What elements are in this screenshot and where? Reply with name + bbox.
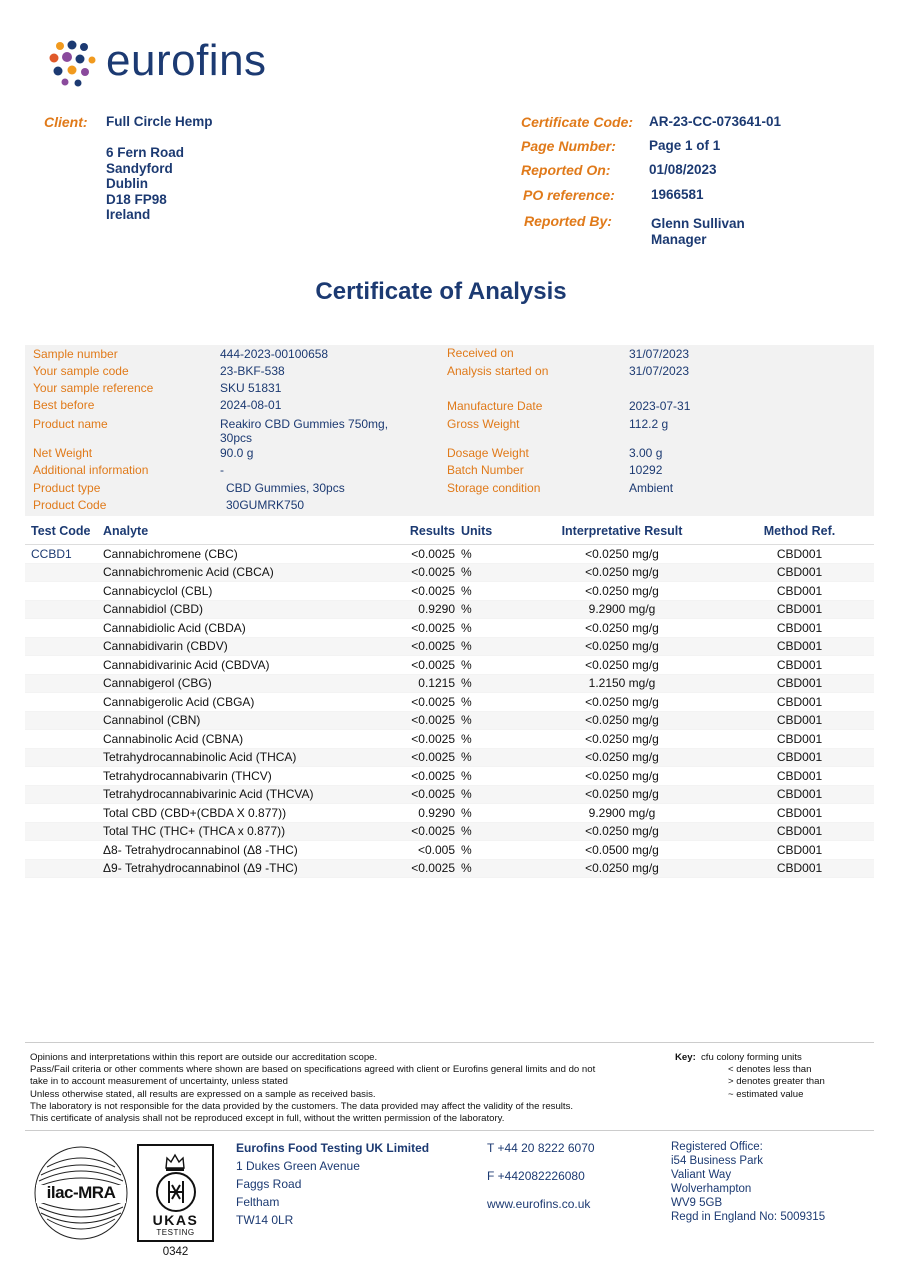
ilac-mra-logo [33,1145,129,1241]
interpretative-result-cell: <0.0250 mg/g [509,637,735,656]
sample-value: 90.0 g [220,446,254,460]
registered-line: Regd in England No: 5009315 [671,1211,826,1223]
certificate-code-value: AR-23-CC-073641-01 [649,114,782,129]
analyte-cell: Tetrahydrocannabinolic Acid (THCA) [103,748,393,767]
sample-value: 10292 [629,463,663,477]
sample-label: Dosage Weight [447,446,529,460]
sample-label: Gross Weight [447,417,520,431]
analyte-cell: Cannabichromenic Acid (CBCA) [103,563,393,582]
page-title: Certificate of Analysis [315,278,567,305]
page-number-label: Page Number: [521,138,616,154]
analyte-cell: Cannabichromene (CBC) [103,545,393,564]
sample-value-continued: 30pcs [220,431,253,445]
interpretative-result-cell: <0.0500 mg/g [509,841,735,860]
registered-line: Registered Office: [671,1141,763,1153]
client-address [106,145,184,223]
table-row [25,822,874,841]
company-block [236,1139,429,1229]
analyte-cell: Δ9- Tetrahydrocannabinol (Δ9 -THC) [103,859,393,878]
header-results: Results [393,518,455,545]
method-ref-cell: CBD001 [735,600,874,619]
test-code-cell [25,730,103,749]
sample-value: Ambient [629,481,674,495]
analyte-cell: Cannabidivarinic Acid (CBDVA) [103,656,393,675]
test-code-cell [25,859,103,878]
client-label: Client: [44,114,88,130]
po-reference-label: PO reference: [523,187,615,203]
address-line: Dublin [106,176,148,191]
result-value-cell: <0.0025 [393,582,455,601]
test-code-cell [25,785,103,804]
sample-label: Received on [447,346,514,360]
sample-value: SKU 51831 [220,381,282,395]
method-ref-cell: CBD001 [735,674,874,693]
result-value-cell: 0.9290 [393,600,455,619]
sample-value: 31/07/2023 [629,364,690,378]
interpretative-result-cell: <0.0250 mg/g [509,582,735,601]
test-code-cell [25,600,103,619]
units-cell: % [455,582,509,601]
footer-note-line: This certificate of analysis shall not be reproduced except in full, without the written permission of the laboratory. [30,1113,505,1125]
sample-value: 3.00 g [629,446,663,460]
table-row [25,859,874,878]
sample-value: CBD Gummies, 30pcs [226,481,345,495]
units-cell: % [455,619,509,638]
reported-by-label: Reported By: [524,213,612,229]
interpretative-result-cell: <0.0250 mg/g [509,859,735,878]
result-value-cell: <0.0025 [393,785,455,804]
units-cell: % [455,859,509,878]
table-row [25,785,874,804]
result-value-cell: <0.0025 [393,656,455,675]
key-item: < denotes less than [728,1064,812,1075]
table-row [25,582,874,601]
sample-value: 30GUMRK750 [226,498,305,512]
sample-value: 31/07/2023 [629,347,690,361]
ukas-emblem-icon [155,1171,197,1213]
result-value-cell: <0.005 [393,841,455,860]
table-row [25,804,874,823]
ukas-testing-text: TESTING [156,1228,195,1237]
table-row [25,730,874,749]
results-table [25,518,874,878]
registered-office [671,1140,825,1224]
ukas-logo [137,1144,214,1242]
units-cell: % [455,637,509,656]
result-value-cell: <0.0025 [393,859,455,878]
units-cell: % [455,656,509,675]
key-item: ~ estimated value [728,1089,804,1100]
test-code-cell [25,804,103,823]
test-code-cell [25,563,103,582]
footer-note-line: Pass/Fail criteria or other comments where shown are based on specifications agreed with client or Eurofins general limits and do not [30,1064,596,1076]
sample-value: 444-2023-00100658 [220,347,329,361]
interpretative-result-cell: 9.2900 mg/g [509,804,735,823]
interpretative-result-cell: <0.0250 mg/g [509,711,735,730]
analyte-cell: Cannabidiol (CBD) [103,600,393,619]
analyte-cell: Tetrahydrocannabivarinic Acid (THCVA) [103,785,393,804]
result-value-cell: <0.0025 [393,637,455,656]
sample-label: Batch Number [447,463,524,477]
analyte-cell: Cannabidivarin (CBDV) [103,637,393,656]
sample-label: Sample number [33,347,118,361]
sample-value: 2024-08-01 [220,398,282,412]
analyte-cell: Δ8- Tetrahydrocannabinol (Δ8 -THC) [103,841,393,860]
units-cell: % [455,711,509,730]
interpretative-result-cell: <0.0250 mg/g [509,767,735,786]
units-cell: % [455,748,509,767]
reported-by-name: Glenn Sullivan [651,216,745,231]
table-row [25,656,874,675]
reported-on-value: 01/08/2023 [649,162,717,177]
company-website-link[interactable]: www.eurofins.co.uk [487,1197,591,1211]
footer-note-line: Opinions and interpretations within this report are outside our accreditation scope. [30,1052,378,1063]
method-ref-cell: CBD001 [735,748,874,767]
sample-label: Your sample code [33,364,129,378]
company-phone: T +44 20 8222 6070 [487,1141,595,1155]
test-code-cell: CCBD1 [25,545,103,564]
registered-line: Valiant Way [671,1169,732,1181]
table-row [25,711,874,730]
footer-note-line: take in to account measurement of uncertainty, unless stated [30,1076,288,1088]
sample-label: Net Weight [33,446,93,460]
test-code-cell [25,582,103,601]
company-fax: F +442082226080 [487,1169,585,1183]
method-ref-cell: CBD001 [735,545,874,564]
analyte-cell: Cannabigerolic Acid (CBGA) [103,693,393,712]
ilac-mra-text: ilac-MRA [46,1183,116,1202]
address-line: D18 FP98 [106,191,167,207]
analyte-cell: Cannabinol (CBN) [103,711,393,730]
method-ref-cell: CBD001 [735,619,874,638]
test-code-cell [25,767,103,786]
po-reference-value: 1966581 [651,187,704,202]
method-ref-cell: CBD001 [735,730,874,749]
units-cell: % [455,600,509,619]
test-code-cell [25,674,103,693]
interpretative-result-cell: <0.0250 mg/g [509,545,735,564]
eurofins-logo [46,38,286,90]
units-cell: % [455,785,509,804]
interpretative-result-cell: 1.2150 mg/g [509,674,735,693]
logo-wordmark: eurofins [106,36,267,85]
result-value-cell: <0.0025 [393,693,455,712]
key-label: Key: [675,1052,696,1063]
page-number-value: Page 1 of 1 [649,138,721,153]
method-ref-cell: CBD001 [735,637,874,656]
result-value-cell: <0.0025 [393,730,455,749]
table-row [25,619,874,638]
table-row [25,600,874,619]
registered-line: WV9 5GB [671,1197,723,1209]
test-code-cell [25,841,103,860]
header-interpretative-result: Interpretative Result [509,518,735,545]
results-body [25,545,874,878]
footer-note-line: The laboratory is not responsible for the data provided by the customers. The data provided may affect the validity of the results. [30,1100,574,1112]
sample-label: Storage condition [447,481,541,495]
units-cell: % [455,841,509,860]
analyte-cell: Cannabicyclol (CBL) [103,582,393,601]
test-code-cell [25,822,103,841]
result-value-cell: <0.0025 [393,619,455,638]
sample-label: Additional information [33,463,149,477]
method-ref-cell: CBD001 [735,711,874,730]
result-value-cell: <0.0025 [393,822,455,841]
company-address-line: TW14 0LR [236,1213,294,1227]
test-code-cell [25,656,103,675]
method-ref-cell: CBD001 [735,582,874,601]
method-ref-cell: CBD001 [735,841,874,860]
certificate-code-label: Certificate Code: [521,114,634,130]
result-value-cell: <0.0025 [393,748,455,767]
units-cell: % [455,693,509,712]
footer-notes [30,1052,670,1125]
sample-value: 2023-07-31 [629,399,691,413]
sample-value: Reakiro CBD Gummies 750mg, [220,417,389,431]
analyte-cell: Cannabigerol (CBG) [103,674,393,693]
ukas-number: 0342 [162,1246,189,1258]
units-cell: % [455,545,509,564]
key-item: cfu colony forming units [701,1052,802,1063]
analyte-cell: Total CBD (CBD+(CBDA X 0.877)) [103,804,393,823]
table-row [25,841,874,860]
footer-divider-bottom [25,1130,874,1131]
sample-label: Your sample reference [33,381,154,395]
registered-line: i54 Business Park [671,1155,764,1167]
interpretative-result-cell: <0.0250 mg/g [509,785,735,804]
client-name: Full Circle Hemp [106,114,213,129]
result-value-cell: 0.9290 [393,804,455,823]
analyte-cell: Cannabidiolic Acid (CBDA) [103,619,393,638]
sample-label: Analysis started on [447,364,549,378]
sample-label: Product type [33,481,101,495]
sample-label: Product name [33,417,108,431]
method-ref-cell: CBD001 [735,693,874,712]
footer-note-line: Unless otherwise stated, all results are expressed on a sample as received basis. [30,1088,376,1100]
table-row [25,563,874,582]
interpretative-result-cell: <0.0250 mg/g [509,693,735,712]
table-row [25,767,874,786]
interpretative-result-cell: <0.0250 mg/g [509,748,735,767]
address-line: Sandyford [106,160,173,176]
method-ref-cell: CBD001 [735,804,874,823]
interpretative-result-cell: <0.0250 mg/g [509,822,735,841]
sample-value: 112.2 g [629,417,669,431]
result-value-cell: <0.0025 [393,711,455,730]
sample-value: 23-BKF-538 [220,364,285,378]
analyte-cell: Tetrahydrocannabivarin (THCV) [103,767,393,786]
test-code-cell [25,619,103,638]
units-cell: % [455,804,509,823]
interpretative-result-cell: <0.0250 mg/g [509,656,735,675]
test-code-cell [25,711,103,730]
units-cell: % [455,674,509,693]
table-row [25,693,874,712]
header-units: Units [455,518,509,545]
key-item: > denotes greater than [728,1076,825,1087]
test-code-cell [25,748,103,767]
sample-label: Best before [33,398,95,412]
header-method-ref: Method Ref. [735,518,874,545]
header-analyte: Analyte [103,518,393,545]
units-cell: % [455,730,509,749]
result-value-cell: <0.0025 [393,767,455,786]
units-cell: % [455,822,509,841]
test-code-cell [25,637,103,656]
ukas-text: UKAS [152,1212,199,1228]
sample-label: Manufacture Date [447,399,543,413]
table-row [25,545,874,564]
units-cell: % [455,563,509,582]
result-value-cell: <0.0025 [393,545,455,564]
results-header-row [25,518,874,545]
company-address-line: Faggs Road [236,1177,302,1191]
result-value-cell: <0.0025 [393,563,455,582]
interpretative-result-cell: <0.0250 mg/g [509,563,735,582]
table-row [25,674,874,693]
company-name: Eurofins Food Testing UK Limited [236,1141,430,1155]
sample-label: Product Code [33,498,107,512]
method-ref-cell: CBD001 [735,767,874,786]
interpretative-result-cell: <0.0250 mg/g [509,619,735,638]
address-line: 6 Fern Road [106,145,185,160]
test-code-cell [25,693,103,712]
table-row [25,748,874,767]
method-ref-cell: CBD001 [735,859,874,878]
header-test-code: Test Code [25,518,103,545]
analyte-cell: Total THC (THC+ (THCA x 0.877)) [103,822,393,841]
method-ref-cell: CBD001 [735,822,874,841]
eurofins-logo-icon [46,38,98,90]
interpretative-result-cell: 9.2900 mg/g [509,600,735,619]
address-line: Ireland [106,207,151,222]
reported-on-label: Reported On: [521,162,611,178]
method-ref-cell: CBD001 [735,785,874,804]
method-ref-cell: CBD001 [735,563,874,582]
company-address-line: Feltham [236,1195,280,1209]
reported-by-role: Manager [651,232,707,247]
footer-divider-top [25,1042,874,1043]
units-cell: % [455,767,509,786]
company-address-line: 1 Dukes Green Avenue [236,1159,360,1173]
table-row [25,637,874,656]
interpretative-result-cell: <0.0250 mg/g [509,730,735,749]
method-ref-cell: CBD001 [735,656,874,675]
sample-value: - [220,463,224,477]
registered-line: Wolverhampton [671,1183,752,1195]
analyte-cell: Cannabinolic Acid (CBNA) [103,730,393,749]
result-value-cell: 0.1215 [393,674,455,693]
